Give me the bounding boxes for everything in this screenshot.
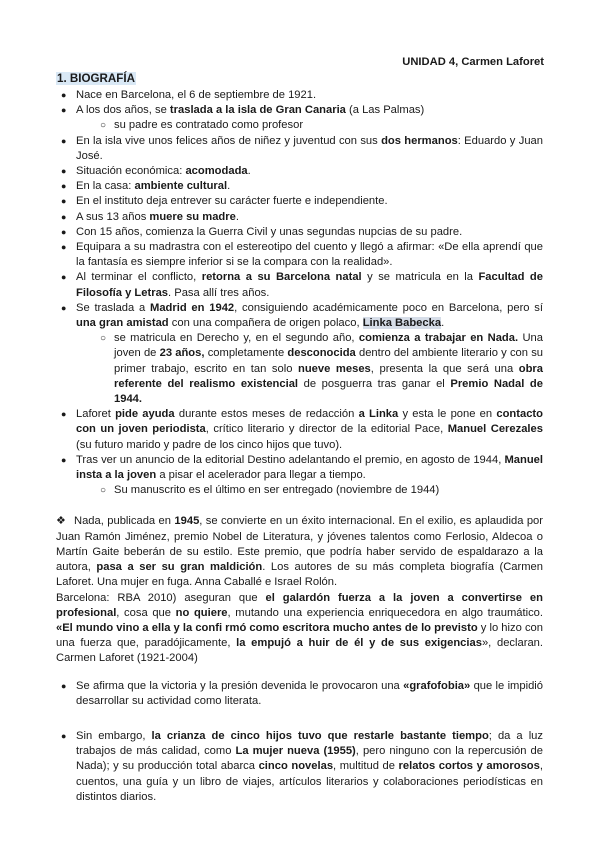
- text-run: , consiguiendo académicamente poco en Barcelona, pero sí: [234, 301, 543, 314]
- text-run: , cosa que: [116, 606, 176, 619]
- bullet-item: [56, 453, 543, 499]
- unit-header: UNIDAD 4, Carmen Laforet: [402, 56, 544, 68]
- bullet-list-production: [56, 729, 543, 805]
- bold-text: nueve meses: [298, 362, 371, 375]
- nada-paragraph-text: [56, 515, 543, 588]
- bold-text: a Linka: [358, 408, 399, 421]
- text-run: completamente: [204, 347, 288, 360]
- text-run: (su futuro marido y padre de los cinco hijos que tuvo).: [76, 438, 343, 451]
- text-run: de posguerra tras ganar el: [298, 377, 451, 390]
- sub-bullet-item: [76, 118, 543, 133]
- text-run: durante estos meses de redacción: [174, 408, 359, 421]
- text-run: A sus 13 años: [76, 210, 150, 223]
- text-run: En el instituto deja entrever su carácter fuerte e independiente.: [76, 195, 388, 208]
- section-title: 1. BIOGRAFÍA: [57, 72, 135, 85]
- bullet-item: [56, 679, 543, 709]
- bold-text: Madrid en 1942: [150, 301, 235, 314]
- nada-paragraph: [56, 514, 543, 590]
- bold-text: relatos cortos y amorosos: [398, 760, 540, 773]
- bold-text: obra referente del realismo existencial: [114, 362, 543, 390]
- bullet-text: [76, 730, 543, 803]
- text-run: , crítico literario y director de la editorial Pace,: [205, 423, 448, 436]
- text-run: .: [247, 165, 251, 178]
- text-run: Nada, publicada en: [74, 515, 175, 528]
- bullet-text: [76, 104, 424, 116]
- bullet-text: [76, 226, 462, 238]
- bold-text: muere su madre: [149, 210, 236, 223]
- text-run: Tras ver un anuncio de la editorial Destino adelantando el premio, en agosto de 1944,: [76, 453, 505, 466]
- text-run: , se convierte en un éxito internacional. En el exilio, es aplaudida por Juan Ramón Jiménez, premio Nobel de Literatura, y jóvenes talentos como Ferlosio, Aldecoa o Martín Gaite beberán de su estilo. Este premio, que podría haber servido de espaldarazo a la autora,: [56, 515, 543, 574]
- bold-text: la crianza de cinco hijos tuvo que restarle bastante tiempo: [151, 729, 489, 742]
- bullet-list-grafofobia: [56, 679, 543, 709]
- text-run: , presenta la que será una: [370, 362, 519, 375]
- text-run: y lo hizo con una fuerza que, paradójicamente,: [56, 621, 543, 650]
- bold-text: 23 años,: [159, 347, 205, 360]
- bold-text: no quiere: [175, 606, 228, 619]
- text-run: Barcelona: RBA 2010) aseguran que: [56, 591, 266, 604]
- sub-bullet-item: [76, 331, 543, 407]
- text-run: .: [227, 180, 231, 193]
- text-run: Se afirma que la victoria y la presión devenida le provocaron una: [76, 679, 404, 692]
- bold-text: Manuel Cerezales: [447, 423, 543, 436]
- bold-text: comienza a trabajar en Nada.: [358, 332, 519, 345]
- bold-text: acomodada: [185, 165, 248, 178]
- sub-bullet-list: [76, 331, 543, 407]
- bullet-text: [76, 195, 388, 207]
- bullet-item: [56, 301, 543, 407]
- text-run: a pisar el acelerador para llegar a tiempo.: [156, 469, 366, 482]
- text-run: ; da a luz trabajos de más calidad, como: [76, 729, 543, 758]
- text-run: : Eduardo y Juan José.: [76, 134, 543, 162]
- text-run: dentro del ambiente literario y con su primer trabajo, escrito en tan solo: [114, 347, 544, 375]
- bold-text: una gran amistad: [76, 317, 169, 330]
- bullet-text: [76, 180, 230, 192]
- text-run: », declaran. Carmen Laforet (1921-2004): [56, 637, 543, 665]
- text-run: , multitud de: [333, 760, 399, 773]
- sub-bullet-item: [76, 483, 543, 498]
- bold-text: traslada a la isla de Gran Canaria: [169, 104, 346, 117]
- text-run: Con 15 años, comienza la Guerra Civil y unas segundas nupcias de su padre.: [76, 225, 463, 238]
- text-run: Sin embargo,: [76, 729, 152, 742]
- bullet-text: [76, 271, 543, 298]
- bold-text: dos hermanos: [381, 134, 458, 147]
- bullet-item: [56, 407, 543, 453]
- document-body: [56, 88, 543, 805]
- text-run: su padre es contratado como profesor: [114, 119, 304, 132]
- bullet-item: [56, 240, 543, 270]
- text-run: Su manuscrito es el último en ser entregado (noviembre de 1944): [114, 484, 440, 497]
- bullet-text: [76, 211, 239, 223]
- bold-text: la empujó a huir de él y de sus exigencias: [236, 637, 482, 650]
- text-run: .: [441, 317, 445, 330]
- text-run: Laforet: [76, 408, 116, 421]
- bullet-text: [76, 454, 543, 481]
- bold-text: Premio Nadal de 1944.: [114, 377, 543, 406]
- bold-text: el galardón fuerza a la joven a convertirse en profesional: [56, 591, 543, 619]
- text-run: Se traslada a: [76, 301, 150, 314]
- bold-text: Manuel insta a la joven: [76, 453, 543, 482]
- bullet-item: [56, 270, 543, 300]
- text-run: se matricula en Derecho y, en el segundo año,: [114, 332, 359, 345]
- bullet-item: [56, 729, 543, 805]
- bullet-text: [76, 135, 543, 162]
- bold-text: cinco novelas: [258, 760, 334, 773]
- highlighted-text: Linka Babecka: [362, 317, 442, 330]
- bullet-item: [56, 210, 543, 225]
- text-run: y se matricula en la: [361, 271, 479, 284]
- text-run: Situación económica:: [76, 165, 186, 178]
- bullet-item: [56, 164, 543, 179]
- bullet-text: [76, 165, 251, 177]
- text-run: . Los autores de su más completa biografía (Carmen Laforet. Una mujer en fuga. Anna Caballé e Israel Rolón.: [56, 561, 543, 589]
- bullet-text: [76, 408, 543, 450]
- text-run: En la casa:: [76, 180, 135, 193]
- bullet-text: [76, 302, 543, 329]
- sub-bullet-list: [76, 118, 543, 133]
- text-run: En la isla vive unos felices años de niñez y juventud con sus: [76, 134, 382, 147]
- bullet-item: [56, 103, 543, 133]
- bullet-item: [56, 225, 543, 240]
- text-run: (a Las Palmas): [345, 104, 425, 117]
- bullet-item: [56, 194, 543, 209]
- text-run: .: [235, 210, 239, 223]
- bullet-item: [56, 88, 543, 103]
- text-run: Nace en Barcelona, el 6 de septiembre de 1921.: [76, 89, 317, 101]
- sub-bullet-list: [76, 483, 543, 498]
- text-run: , mutando una experiencia enriquecedora en algo traumático.: [227, 606, 544, 619]
- text-run: con una compañera de origen polaco,: [168, 317, 363, 330]
- diamond-bullet-icon: ❖: [56, 515, 67, 528]
- bullet-item: [56, 134, 543, 164]
- text-run: Equipara a su madrastra con el estereotipo del cuento y llegó a afirmar: «De ella aprendí que la fantasía es siempre inferior si se la compara con la realidad».: [76, 241, 543, 269]
- bold-text: ambiente cultural: [134, 180, 228, 193]
- bold-text: «grafofobia»: [403, 679, 471, 692]
- text-run: , cuentos, una guía y un libro de viajes, artículos literarios y colaboraciones periodísticas en distintos diarios.: [76, 760, 543, 803]
- bullet-text: [76, 241, 543, 268]
- bold-text: retorna a su Barcelona natal: [201, 271, 362, 284]
- bold-text: La mujer nueva (1955): [235, 745, 356, 758]
- bold-text: Facultad de Filosofía y Letras: [76, 271, 543, 299]
- bullet-list: [56, 88, 543, 498]
- text-run: A los dos años, se: [76, 104, 170, 117]
- bold-text: pide ayuda: [115, 408, 175, 421]
- text-run: que le impidió desarrollar su actividad como literata.: [76, 679, 544, 707]
- bullet-text: [76, 680, 543, 707]
- bold-text: pasa a ser su gran maldición: [96, 561, 263, 574]
- text-run: Una joven de: [114, 332, 543, 360]
- text-run: Al terminar el conflicto,: [76, 271, 202, 284]
- text-run: y esta le pone en: [398, 408, 497, 421]
- text-run: . Pasa allí tres años.: [168, 286, 270, 299]
- text-run: , pero ninguno con la repercusión de Nada); y su producción total abarca: [76, 745, 543, 773]
- bold-text: desconocida: [287, 347, 356, 360]
- bold-text: contacto con un joven periodista: [76, 408, 543, 436]
- bold-text: «El mundo vino a ella y la confi rmó como escritora mucho antes de lo previsto: [56, 621, 478, 634]
- bullet-text: [76, 89, 316, 101]
- barcelona-paragraph: [56, 591, 543, 667]
- bullet-item: [56, 179, 543, 194]
- bold-text: 1945: [174, 515, 200, 528]
